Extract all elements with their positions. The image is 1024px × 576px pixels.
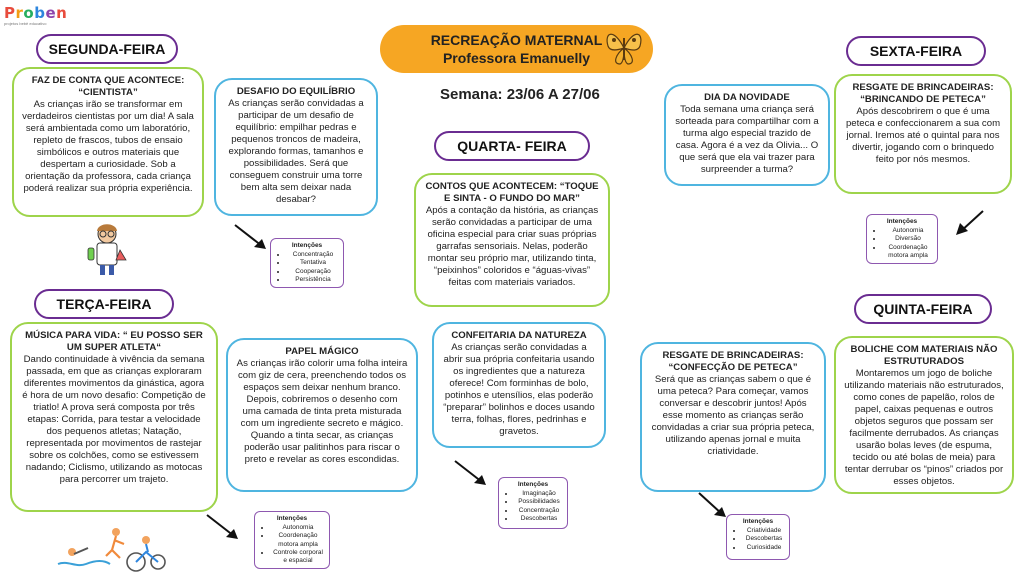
card-body: As crianças irão colorir uma folha inteira com giz de cera, preenchendo todos os espaços sem deixar nenhum branco. Depois, cobriremos o desenho com uma camada de tinta preta misturada com um ingrediente secreto e mágico. Quando a tinta secar, as crianças poderão usar palitinhos para riscar o preto e revelar as cores escondidas. <box>236 358 408 465</box>
card-title: RESGATE DE BRINCADEIRAS: “CONFECÇÃO DE PETECA” <box>662 350 804 373</box>
day-quinta: QUINTA-FEIRA <box>854 294 992 324</box>
intentions-heading: Intenções <box>517 481 549 488</box>
card-title: DESAFIO DO EQUILÍBRIO <box>236 86 356 97</box>
card-body: Toda semana uma criança será sorteada para compartilhar com a turma algo especial trazido de casa. Agora é a vez da Olivia... O que será que ela vai trazer para surpreender a turma? <box>675 104 819 175</box>
card-confeitaria <box>432 322 606 448</box>
butterfly-icon <box>602 26 646 70</box>
intention-item: • Persistência <box>287 276 339 284</box>
intentions-segunda <box>270 238 344 288</box>
intention-item: • Cooperação <box>287 268 339 276</box>
intention-item: • Diversão <box>883 235 933 243</box>
intention-item: • Criatividade <box>743 527 785 535</box>
card-title: DIA DA NOVIDADE <box>704 92 790 103</box>
arrow-icon <box>204 512 244 542</box>
card-desafio-equilibrio <box>214 78 378 216</box>
card-title: CONFEITARIA DA NATUREZA <box>451 330 587 341</box>
card-body: As crianças serão convidadas a participar de um desafio de equilíbrio: empilhar pedras e pequenos troncos de madeira, explorando formas, tamanhos e possibilidades. Será que conseguem construir uma torre bem alta sem deixar nada desabar? <box>228 98 364 205</box>
card-resgate-brincando <box>834 74 1012 194</box>
day-terca: TERÇA-FEIRA <box>34 289 174 319</box>
card-boliche <box>834 336 1014 494</box>
intentions-sexta <box>866 214 938 264</box>
intention-item: • Concentração <box>287 251 339 259</box>
teacher-name: Professora Emanuelly <box>442 50 591 66</box>
intentions-heading: Intenções <box>276 515 308 522</box>
card-body: Após a contação da história, as crianças serão convidadas a participar de uma oficina especial para criar suas próprias garrafas sensoriais. Nelas, poderão montar seu próprio mar, utilizando tinta, “peixinhos” coloridos e “águas-vivas” feitas com materiais variados. <box>425 205 599 288</box>
intentions-heading: Intenções <box>742 518 774 525</box>
card-contos <box>414 173 610 307</box>
card-musica-para-vida <box>10 322 218 512</box>
day-segunda: SEGUNDA-FEIRA <box>36 34 178 64</box>
card-body: Montaremos um jogo de boliche utilizando materiais não estruturados, como cones de papelão, rolos de papel, caixas pequenas e outros objetos seguros que possam ser facilmente derrubados. As crianças usarão bolas leves (de espuma, tecido ou até bolas de meia) para tentar derrubar os “pinos” criados por esses objetos. <box>844 368 1004 487</box>
card-resgate-confeccao <box>640 342 826 492</box>
card-body: Após descobrirem o que é uma peteca e confeccionarem a sua com jornal. Iremos até o quintal para nos divertir, jogando com o brinquedo feito por nós mesmos. <box>845 106 1001 165</box>
triathlon-icon <box>54 522 166 574</box>
intention-item: • Tentativa <box>287 259 339 267</box>
card-body: Será que as crianças sabem o que é uma peteca? Para começar, vamos conversar e descobrir juntos! Após esse momento as crianças serão convidadas a criar sua própria peteca, utilizando apenas jornal e muita criatividade. <box>651 374 815 457</box>
intentions-quarta <box>498 477 568 529</box>
intention-item: • Descobertas <box>515 515 563 523</box>
card-title: BOLICHE COM MATERIAIS NÃO ESTRUTURADOS <box>850 344 998 367</box>
intention-item: • Descobertas <box>743 535 785 543</box>
intentions-heading: Intenções <box>886 218 918 225</box>
intention-item: • Coordenação motora ampla <box>883 244 933 260</box>
intention-item: • Autonomia <box>271 524 325 532</box>
week-label: Semana: 23/06 A 27/06 <box>440 86 600 103</box>
arrow-icon <box>950 208 986 238</box>
card-title: RESGATE DE BRINCADEIRAS: “BRINCANDO DE PETECA” <box>852 82 994 105</box>
intention-item: • Concentração <box>515 507 563 515</box>
intention-item: • Coordenação motora ampla <box>271 532 325 548</box>
card-body: Dando continuidade à vivência da semana passada, em que as crianças exploraram diferentes movimentos da ginástica, agora é hora de um novo desafio: Competição de triatlo! A prova será composta por três etapas: Corrida, para testar a velocidade dos pequenos atletas; Natação, representada por movimentos de rastejar sobre os colchões, como se estivessem nadando; Ciclismo, utilizando as motocas para percorrer um trajeto. <box>22 354 206 485</box>
card-body: As crianças serão convidadas a abrir sua própria confeitaria usando os ingredientes que a natureza oferece! Com forminhas de bolo, potinhos e utensílios, elas poderão “preparar” bolinhos e doces usando terra, folhas, flores, pedrinhas e gravetos. <box>443 342 595 437</box>
scientist-icon <box>82 222 132 278</box>
intention-item: • Curiosidade <box>743 544 785 552</box>
card-papel-magico <box>226 338 418 492</box>
card-title: FAZ DE CONTA QUE ACONTECE: “CIENTISTA” <box>31 75 185 98</box>
card-body: As crianças irão se transformar em verdadeiros cientistas por um dia! A sala será ambientada como um laboratório, repleto de frascos, tubos de ensaio simbólicos e outros materiais que despertam a curiosidade. Sob a orientação da professora, cada criança poderá realizar sua própria experiência. <box>22 99 194 194</box>
intention-item: • Controle corporal e espacial <box>271 549 325 565</box>
card-faz-de-conta <box>12 67 204 217</box>
logo-text: Proben <box>4 4 68 22</box>
arrow-icon <box>232 222 272 252</box>
intention-item: • Autonomia <box>883 227 933 235</box>
arrow-icon <box>452 458 492 488</box>
intentions-terca <box>254 511 330 569</box>
card-title: PAPEL MÁGICO <box>285 346 359 357</box>
day-sexta: SEXTA-FEIRA <box>846 36 986 66</box>
intentions-quinta <box>726 514 790 560</box>
intention-item: • Imaginação <box>515 490 563 498</box>
intention-item: • Possibilidades <box>515 498 563 506</box>
page-title: RECREAÇÃO MATERNAL <box>430 32 603 48</box>
day-quarta: QUARTA- FEIRA <box>434 131 590 161</box>
card-title: MÚSICA PARA VIDA: “ EU POSSO SER UM SUPER ATLETA“ <box>25 330 203 353</box>
logo-tagline: projetos bebê educativo <box>4 21 47 26</box>
card-title: CONTOS QUE ACONTECEM: “TOQUE E SINTA - O FUNDO DO MAR” <box>425 181 599 204</box>
logo <box>4 4 68 32</box>
intentions-heading: Intenções <box>291 242 323 249</box>
card-dia-da-novidade <box>664 84 830 186</box>
